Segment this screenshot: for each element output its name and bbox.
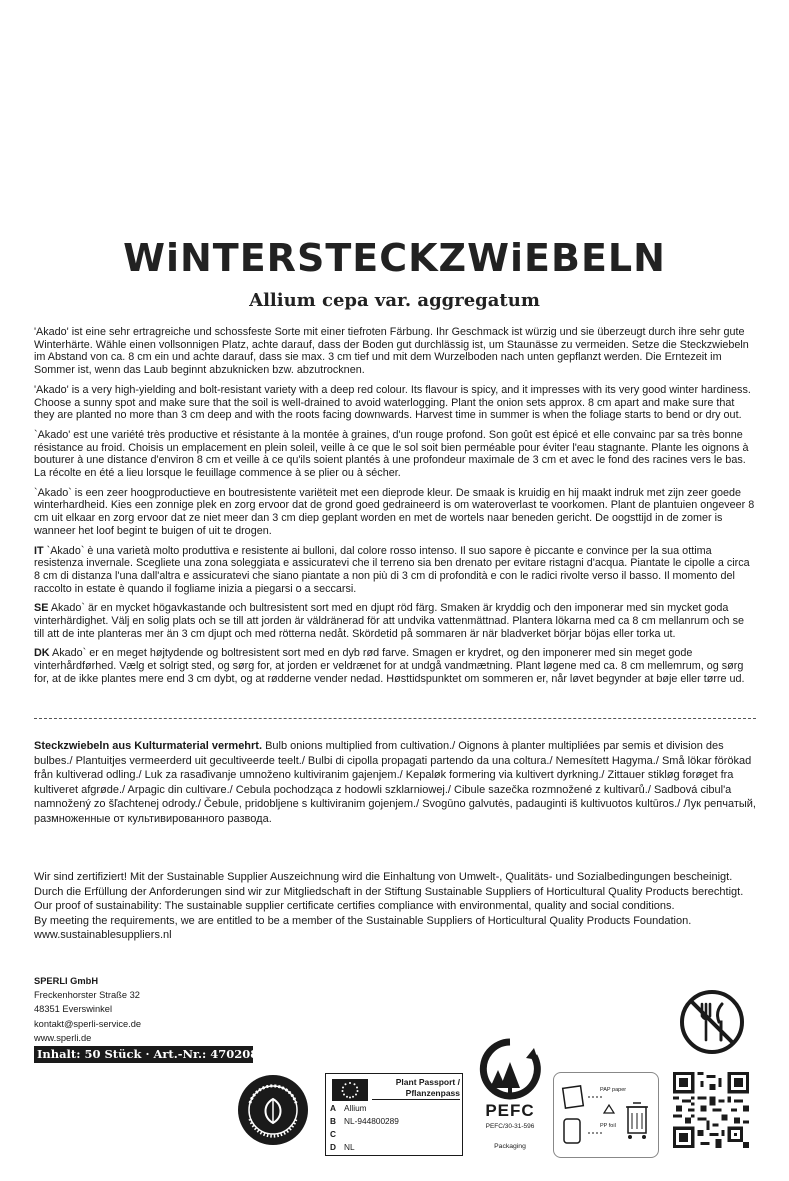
company-website[interactable]: www.sperli.de xyxy=(34,1032,92,1043)
pefc-block xyxy=(470,1038,550,1158)
description-it: IT `Akado` è una varietà molto produttiva e resistente ai bulloni, dal colore rosso intenso. Il suo sapore è piccante e convince per la sua ottima resistenza invernale. Scegliete una zona soleggiata e assicuratevi che il terreno sia ben drenato per evitare ristagni d'acqua. Piantate le cipolle a circa 8 cm di distanza l'una dall'altra e assicuratevi che siano piantate a non più di 3 cm di profondità e con le radici rivolte verso il basso. Il momento del raccolto in estate è quando il fogliame inizia a piegarsi o a seccarsi. xyxy=(34,544,750,595)
plant-passport xyxy=(325,1073,463,1156)
description-en: 'Akado' is a very high-yielding and bolt-resistant variety with a deep red colour. Its flavour is spicy, and it impresses with its very good winter hardiness. Choose a sunny spot and make sure that the soil is well-drained to avoid waterlogging. Plant the onion sets approx. 8 cm apart and make sure that they are planted no more than 3 cm deep and with the roots facing downwards. Harvest time in summer is when the foliage starts to bend or dry out. xyxy=(34,383,751,422)
passport-rule xyxy=(372,1099,460,1100)
no-food-icon xyxy=(678,988,746,1056)
company-address xyxy=(34,974,274,1045)
botanical-name: Allium cepa var. aggregatum xyxy=(249,290,540,311)
pefc-logo xyxy=(470,1038,550,1100)
company-name: SPERLI GmbH xyxy=(34,976,99,986)
certification-text xyxy=(34,870,774,943)
cert-line: Our proof of sustainability: The sustainable supplier certificate certifies compliance with environmental, quality and social conditions. xyxy=(34,900,675,913)
passport-title: Plant Passport / Pflanzenpass xyxy=(395,1077,460,1098)
description-se: SE Akado` är en mycket högavkastande och bultresistent sort med en djupt röd färg. Smaken är kryddig och den imponerar med sin mycket goda vinterhärdighet. Välj en solig plats och se till att jorden är väldränerad för att undvika vattenmättnad. Plantera lökarna med ca 8 cm mellanrum och se till att de inte planteras mer än 3 cm djupt och med rötterna nedåt. Skördetid på sommaren är när bladverket börjar böjas eller torka ut. xyxy=(34,602,744,640)
passport-row: C xyxy=(330,1129,336,1139)
lang-code: DK xyxy=(34,647,50,660)
origin-note xyxy=(34,739,756,827)
eu-flag-icon xyxy=(332,1079,368,1101)
lang-code: SE xyxy=(34,602,49,615)
company-city: 48351 Everswinkel xyxy=(34,1004,113,1015)
lang-code: IT xyxy=(34,544,44,557)
pefc-wordmark: PEFC xyxy=(485,1101,535,1120)
description-nl: `Akado` is een zeer hoogproductieve en boutresistente variëteit met een dieprode kleur. De smaak is kruidig en hij maakt indruk met zijn zeer goede winterhardheid. Kies een zonnige plek en zorg ervoor dat de grond goed gedraineerd is om wateroverlast te voorkomen. Plant de plantuien ongeveer 8 cm uit elkaar en zorg ervoor dat ze niet meer dan 3 cm diep geplant worden en met de wortels naar beneden gericht. De oogsttijd in de zomer is wanneer het loof begint te buigen of uit te drogen. xyxy=(34,486,755,537)
origin-translations: Bulb onions multiplied from cultivation./ Oignons à planter multipliées par semis et division des bulbes./ Plantuitjes vermeerderd uit gecultiveerde teelt./ Bulbi di cipolla propagati partendo da una coltura./ Nemesített Hagyma./ Små lökar förökad från kultiverad odling./ Luk za rasađivanje umnoženo kultiviranim gajenjem./ Kepaløk formering via kultivert dyrkning./ Zittauer stikløg forøget fra kultiveret afgrøde./ Arpagic din cultivare./ Cebula pochodząca z hodowli szklarniowej./ Cibule sazečka rozmnožené z kultivarů./ Sadbová cibul'a namnožený zo šľachtenej odrody./ Čebule, pridobljene s kultiviranim gojenjem./ Svogūno galvutės, padauginti iš kultivuotos kultūros./ Лук репчатый, размноженные от культивированного развода. xyxy=(34,740,756,825)
passport-row: B NL-944800289 xyxy=(330,1116,399,1126)
origin-lead: Steckzwiebeln aus Kulturmaterial vermehrt. xyxy=(34,740,263,752)
cert-line: By meeting the requirements, we are entitled to be a member of the Sustainable Suppliers of Horticultural Quality Products Foundation. xyxy=(34,914,692,927)
pefc-caption: Packaging xyxy=(494,1143,526,1150)
content-article-bar: Inhalt: 50 Stück · Art.-Nr.: 470208 xyxy=(34,1046,253,1063)
description-dk: DK Akado` er en meget højtydende og boltresistent sort med en dyb rød farve. Smagen er krydret, og den imponerer med sin meget gode vinterhårdførhed. Vælg et solrigt sted, og sørg for, at jorden er veldrænet for at undgå vandmætning. Plant løgene med ca. 8 cm mellemrum, og sørg for, at de ikke plantes mere end 3 cm dybt, og at rødderne vender nedad. Høsttidspunktet om sommeren er, når løvet begynder at bøje eller tørre ud. xyxy=(34,647,745,685)
company-street: Freckenhorster Straße 32 xyxy=(34,990,140,1001)
section-divider xyxy=(34,718,756,719)
foil-label: PP foil xyxy=(600,1123,616,1129)
recycling-info xyxy=(553,1072,659,1158)
pefc-code: PEFC/30-31-596 xyxy=(485,1123,535,1130)
passport-row: A Allium xyxy=(330,1103,367,1113)
paper-label: PAP paper xyxy=(600,1087,627,1093)
cert-link[interactable]: www.sustainablesuppliers.nl xyxy=(34,929,172,942)
description-fr: `Akado' est une variété très productive et résistante à la montée à graines, d'un rouge profond. Son goût est épicé et elle convainc par sa très bonne résistance au froid. Choisis un emplacement en plein soleil, veille à ce que le sol soit bien perméable pour éviter l'eau stagnante. Plante les oignons à bouturer à une distance d'environ 8 cm et veille à ce qu'ils soient plantés à une profondeur maximale de 3 cm et avec le fond des racines vers le bas. La récolte en été a lieu lorsque le feuillage commence à se plier ou à sécher. xyxy=(34,428,749,480)
page-title: WiNTERSTECKZWiEBELN xyxy=(123,236,666,280)
cert-line: Durch die Erfüllung der Anforderungen sind wir zur Mitgliedschaft in der Stiftung Sustainable Suppliers of Horticultural Quality Products berechtigt. xyxy=(34,885,744,898)
cert-line: Wir sind zertifiziert! Mit der Sustainable Supplier Auszeichnung wird die Einhaltung von Umwelt-, Qualitäts- und Sozialbedingungen bescheinigt. xyxy=(34,871,733,883)
sustainable-supplier-logo xyxy=(236,1073,310,1147)
qr-code[interactable] xyxy=(673,1072,749,1148)
company-email[interactable]: kontakt@sperli-service.de xyxy=(34,1018,142,1029)
description-block xyxy=(34,326,756,693)
recycling-icon xyxy=(554,1073,660,1159)
description-de: 'Akado' ist eine sehr ertragreiche und schossfeste Sorte mit einer tiefroten Färbung. Ihr Geschmack ist würzig und sie überzeugt durch ihre sehr gute Winterhärte. Wähle einen vollsonnigen Platz, achte darauf, dass der Boden gut durchlässig ist, um Staunässe zu vermeiden. Setze die Steckzwiebeln im Abstand von ca. 8 cm ein und achte darauf, dass sie max. 3 cm tief und mit dem Wurzelboden nach unten gepflanzt werden. Die Erntezeit im Sommer ist, wenn das Laub beginnt abzuknicken bzw. abzutrocknen. xyxy=(34,326,749,377)
passport-row: D NL xyxy=(330,1142,355,1152)
